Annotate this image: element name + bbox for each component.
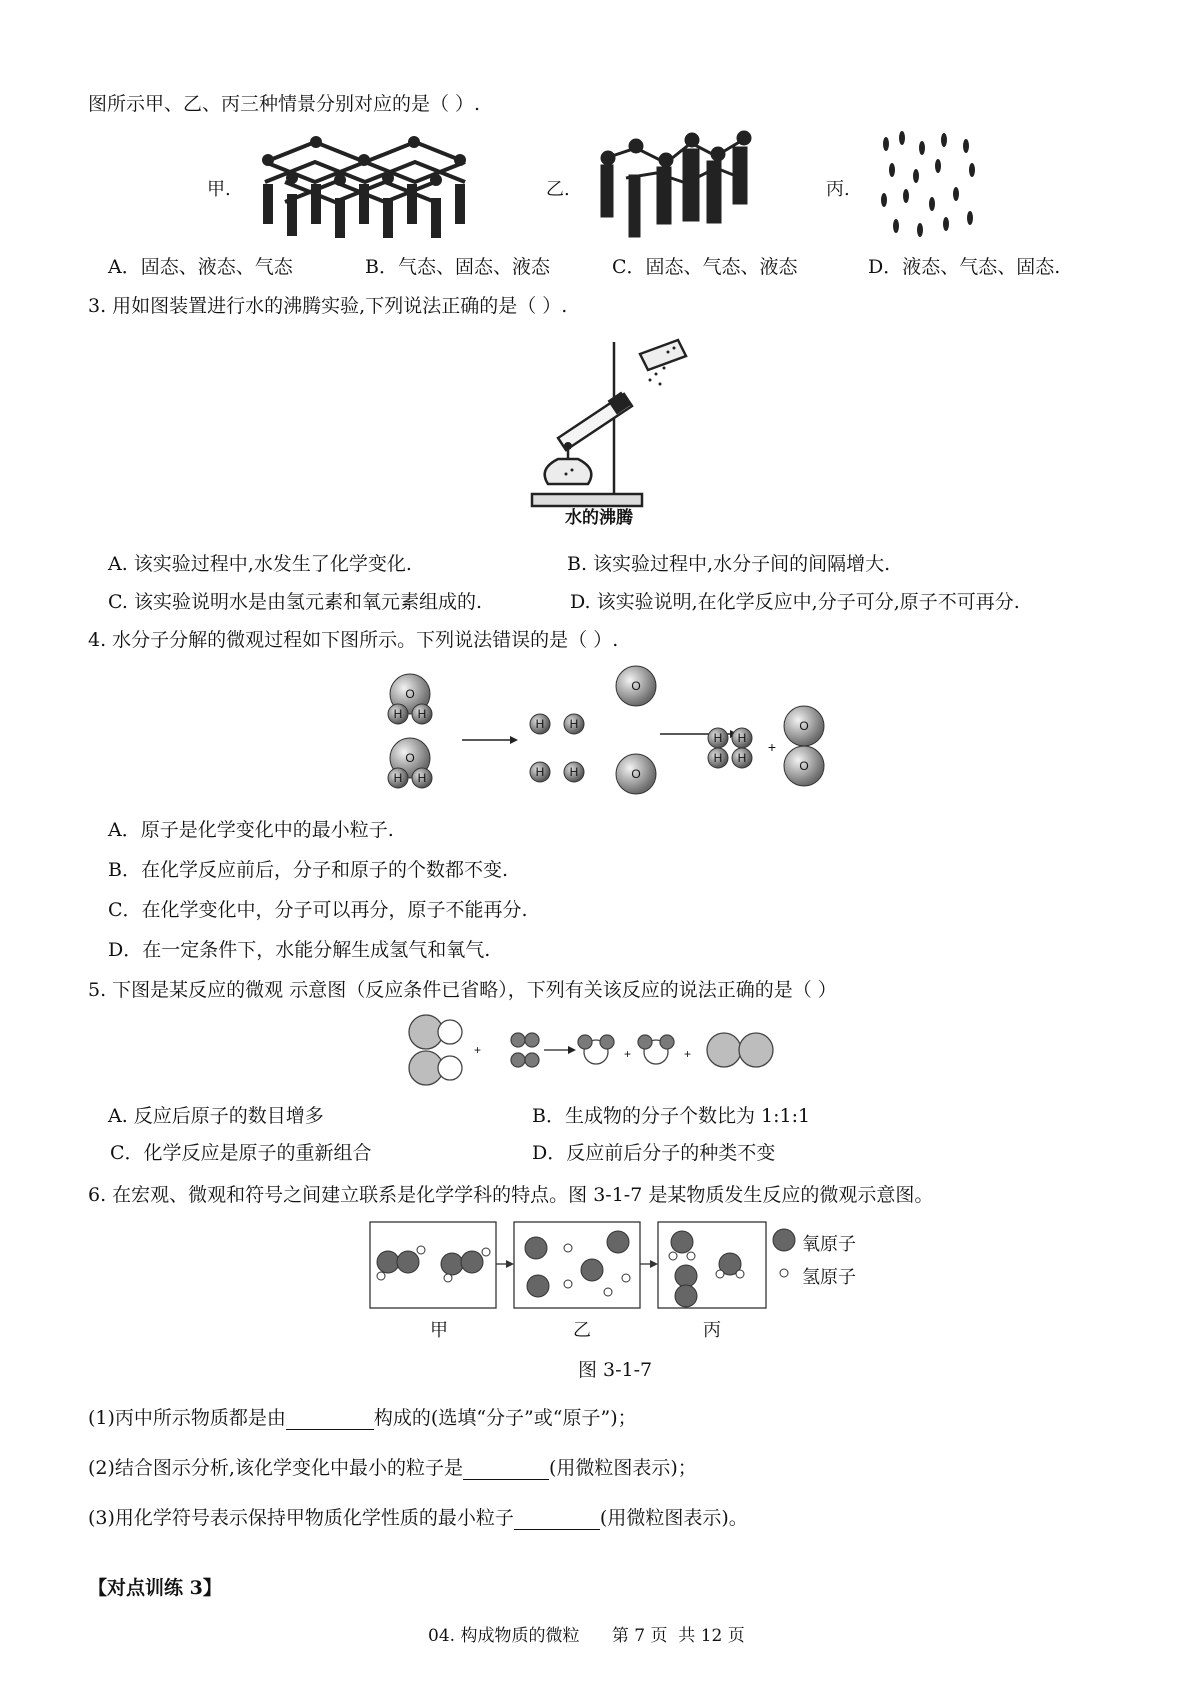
q6-sub1-after: 构成的(选填“分子”或“原子”)； <box>373 1407 637 1429</box>
atom-label: H <box>393 707 403 721</box>
q6-sub3 <box>88 1506 748 1530</box>
q2-label-bing: 丙. <box>826 179 850 200</box>
q6-sub3-before: (3)用化学符号表示保持甲物质化学性质的最小粒子 <box>88 1507 514 1529</box>
q2-label-jia: 甲. <box>207 179 231 200</box>
q6-figure-caption: 图 3-1-7 <box>578 1359 653 1381</box>
q3-stem: 3. 用如图装置进行水的沸腾实验,下列说法正确的是（ ）. <box>88 295 568 317</box>
q5-stem: 5. 下图是某反应的微观 示意图（反应条件已省略），下列有关该反应的说法正确的是（ ） <box>88 979 837 1001</box>
atom-label: O <box>631 679 641 693</box>
q6-sub3-after: (用微粒图表示)。 <box>599 1507 748 1529</box>
q6-sub1 <box>88 1406 637 1430</box>
plus-sign: + <box>767 739 777 755</box>
reaction-micro-figure <box>404 1012 804 1088</box>
q3-option-a: A. 该实验过程中,水发生了化学变化. <box>108 553 412 575</box>
q5-option-a: A. 反应后原子的数目增多 <box>108 1105 324 1127</box>
q6-sub1-before: (1)丙中所示物质都是由 <box>88 1407 286 1429</box>
q5-option-b: B．生成物的分子个数比为 1:1:1 <box>532 1105 811 1127</box>
q3-option-d: D. 该实验说明,在化学反应中,分子可分,原子不可再分. <box>570 591 1020 613</box>
liquid-people-figure <box>596 128 756 248</box>
water-decomposition-figure <box>380 664 840 798</box>
atom-label: H <box>713 731 723 745</box>
q6-sub2-before: (2)结合图示分析,该化学变化中最小的粒子是 <box>88 1457 463 1479</box>
atom-label: H <box>535 717 545 731</box>
q2-option-d: D．液态、气态、固态. <box>868 256 1061 278</box>
q3-option-c: C. 该实验说明水是由氢元素和氧元素组成的. <box>108 591 482 613</box>
q2-option-a: A．固态、液态、气态 <box>108 256 293 278</box>
q4-stem: 4. 水分子分解的微观过程如下图所示。下列说法错误的是（ ）. <box>88 629 619 651</box>
q3-option-b: B. 该实验过程中,水分子间的间隔增大. <box>567 553 891 575</box>
atom-label: O <box>631 767 641 781</box>
atom-label: O <box>405 751 415 765</box>
q2-option-b: B．气态、固态、液态 <box>365 256 550 278</box>
atom-label: H <box>737 731 747 745</box>
q3-figure-caption: 水的沸腾 <box>565 508 633 528</box>
atom-label: H <box>569 717 579 731</box>
answer-blank-2[interactable] <box>463 1459 549 1480</box>
plus-sign: + <box>474 1043 482 1057</box>
q4-option-a: A．原子是化学变化中的最小粒子. <box>108 819 394 841</box>
q6-sub2-after: (用微粒图表示)； <box>548 1457 697 1479</box>
atom-label: H <box>535 765 545 779</box>
q6-stem: 6. 在宏观、微观和符号之间建立联系是化学学科的特点。图 3-1-7 是某物质发生反应的微观示意图。 <box>88 1184 934 1206</box>
q5-option-c: C．化学反应是原子的重新组合 <box>110 1142 372 1164</box>
q4-option-d: D．在一定条件下，水能分解生成氢气和氧气. <box>108 939 491 961</box>
atom-label: H <box>417 771 427 785</box>
section-heading: 【对点训练 3】 <box>88 1577 222 1599</box>
q4-option-b: B．在化学反应前后，分子和原子的个数都不变. <box>108 859 509 881</box>
q2-option-c: C．固态、气态、液态 <box>612 256 798 278</box>
plus-sign: + <box>624 1047 632 1061</box>
answer-blank-3[interactable] <box>514 1509 600 1530</box>
atom-label: O <box>799 719 809 733</box>
q2-label-yi: 乙. <box>546 179 570 200</box>
atom-label: H <box>737 751 747 765</box>
q6-sub2 <box>88 1456 697 1480</box>
boiling-apparatus-figure <box>528 334 698 514</box>
legend-oxygen-label: 氧原子 <box>802 1234 856 1255</box>
q2-stem: 图所示甲、乙、丙三种情景分别对应的是（ ）. <box>88 93 481 115</box>
atom-label: O <box>405 687 415 701</box>
solid-people-figure <box>255 132 475 242</box>
panel-label-jia: 甲 <box>430 1320 448 1341</box>
q5-option-d: D．反应前后分子的种类不变 <box>532 1142 776 1164</box>
atom-label: H <box>713 751 723 765</box>
atom-label: H <box>417 707 427 721</box>
gas-people-figure <box>876 130 986 245</box>
panel-label-bing: 丙 <box>703 1320 721 1341</box>
atom-label: O <box>799 759 809 773</box>
atom-label: H <box>569 765 579 779</box>
panel-label-yi: 乙 <box>573 1320 591 1341</box>
page-footer: 04. 构成物质的微粒 第 7 页 共 12 页 <box>428 1626 745 1646</box>
answer-blank-1[interactable] <box>286 1409 374 1430</box>
plus-sign: + <box>684 1047 692 1061</box>
legend-hydrogen-label: 氢原子 <box>802 1267 856 1288</box>
q4-option-c: C．在化学变化中，分子可以再分，原子不能再分. <box>108 899 528 921</box>
atom-label: H <box>393 771 403 785</box>
